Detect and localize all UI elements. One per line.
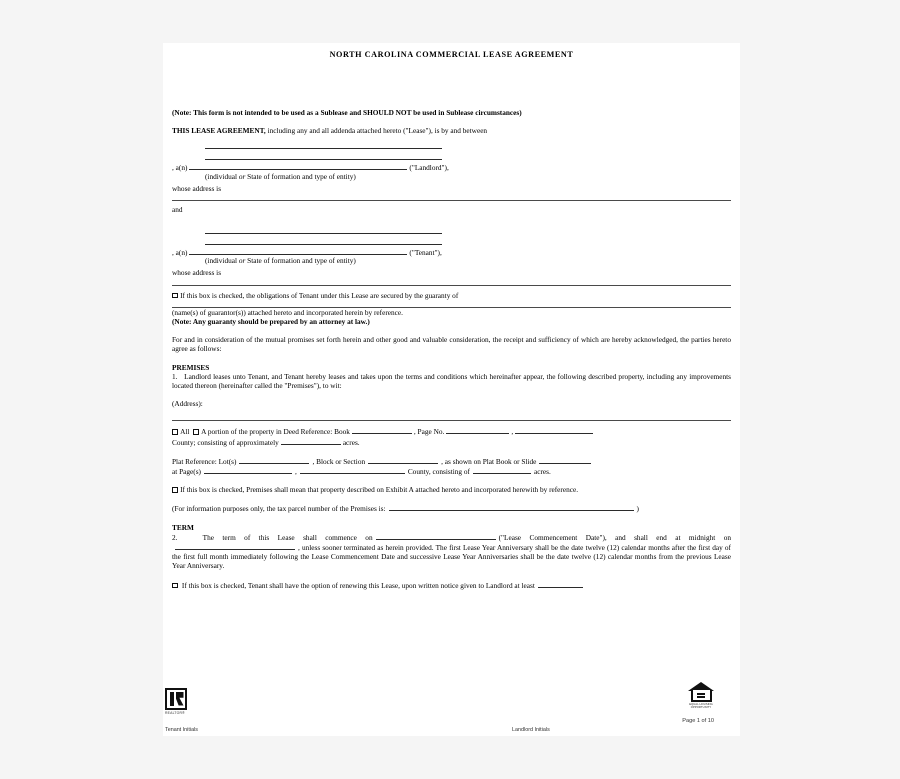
tenant-party-tag: ("Tenant"), xyxy=(409,247,442,257)
plat-ref-label: Plat Reference: Lot(s) xyxy=(172,456,237,466)
premises-paragraph xyxy=(172,372,731,390)
page-title: NORTH CAROLINA COMMERCIAL LEASE AGREEMENT xyxy=(329,50,574,59)
deed-page-blank[interactable] xyxy=(446,426,509,434)
equal-housing-caption-line2: OPPORTUNITY xyxy=(690,706,712,710)
landlord-initials-label[interactable]: Landlord Initials xyxy=(512,727,550,733)
plat-lot-blank[interactable] xyxy=(239,456,309,464)
exhibit-a-label: If this box is checked, Premises shall mean that property described on Exhibit A attached hereto and incorporated herewith by reference. xyxy=(180,485,579,495)
tenant-initials-label[interactable]: Tenant Initials xyxy=(165,727,198,733)
landlord-hint-post: State of formation and type of entity) xyxy=(245,171,356,181)
landlord-address-label: whose address is xyxy=(172,184,222,194)
plat-acres-blank[interactable] xyxy=(473,466,531,474)
guaranty-checkbox[interactable] xyxy=(172,293,178,299)
at-pages-label: at Page(s) xyxy=(172,467,201,477)
deed-comma: , xyxy=(511,427,514,437)
plat-acres-label: acres. xyxy=(533,467,551,477)
page-content xyxy=(172,43,731,736)
acres-label: acres. xyxy=(342,437,360,447)
plat-county-label: County, consisting of xyxy=(407,467,470,477)
guarantor-sub-label: (name(s) of guarantor(s)) attached hereto and incorporated herein by reference. xyxy=(172,307,403,317)
tax-parcel-blank[interactable] xyxy=(389,503,634,511)
plat-county-blank[interactable] xyxy=(300,466,405,474)
county-label: County; consisting of approximately xyxy=(172,437,279,447)
parties-conjunction: and xyxy=(172,205,183,215)
landlord-hint-pre: (individual xyxy=(205,171,239,181)
renewal-label: If this box is checked, Tenant shall have the option of renewing this Lease, upon written notice given to Landlord at least xyxy=(181,580,535,590)
term-text-b: ("Lease Commencement Date"), and shall end at midnight on xyxy=(498,532,731,542)
landlord-party-tag: ("Landlord"), xyxy=(409,163,449,173)
renewal-notice-blank[interactable] xyxy=(538,580,583,588)
deed-book-blank[interactable] xyxy=(352,426,412,434)
term-text-a: The term of this Lease shall commence on xyxy=(202,532,373,542)
plat-pages-row xyxy=(172,466,731,476)
realtor-logo xyxy=(165,688,189,715)
tax-parcel-close: ) xyxy=(636,504,639,514)
realtor-r-icon xyxy=(165,688,187,710)
renewal-option-row xyxy=(172,580,731,590)
tenant-hint-or: or xyxy=(238,255,246,265)
realtor-caption: REALTOR® xyxy=(165,711,185,715)
landlord-an-label: , a(n) xyxy=(172,163,188,173)
tenant-entity-blank[interactable] xyxy=(189,247,407,255)
lease-lead-in-rest: including any and all addenda attached hereto ("Lease"), is by and between xyxy=(265,126,488,136)
equal-housing-house-icon xyxy=(688,682,714,702)
term-paragraph xyxy=(172,532,731,571)
document-page xyxy=(163,43,740,736)
guaranty-checkbox-row[interactable] xyxy=(172,291,731,300)
term-number: 2. xyxy=(172,532,178,542)
all-label: All xyxy=(180,427,190,437)
equals-sign-shape xyxy=(697,692,705,700)
exhibit-a-checkbox[interactable] xyxy=(172,487,178,493)
page-no-label: , Page No. xyxy=(413,427,445,437)
acres-blank[interactable] xyxy=(281,437,341,445)
exhibit-a-row xyxy=(172,485,731,494)
premises-address-label: (Address): xyxy=(172,399,203,409)
premises-number: 1. xyxy=(172,371,178,381)
tax-parcel-row xyxy=(172,503,731,513)
premises-heading: PREMISES xyxy=(172,362,210,372)
tenant-an-label: , a(n) xyxy=(172,247,188,257)
term-text-c: , unless sooner terminated as herein provided. The first Lease Year Anniversary shall be the date twelve (12) calendar months after the first day of the first full month immediately following the Lease Commencement Date and successive Lease Year Anniversaries shall be the date twelve (12) calendar months from the previous Lease Year Anniversary. xyxy=(172,543,731,571)
tenant-hint-pre: (individual xyxy=(205,255,239,265)
tax-parcel-label: (For information purposes only, the tax parcel number of the Premises is: xyxy=(172,504,386,514)
guaranty-checkbox-label: If this box is checked, the obligations of Tenant under this Lease are secured by the guaranty of xyxy=(180,290,459,300)
plat-book-blank[interactable] xyxy=(539,456,591,464)
tenant-hint-post: State of formation and type of entity) xyxy=(245,255,356,265)
landlord-entity-hint xyxy=(172,173,731,182)
landlord-entity-blank[interactable] xyxy=(189,162,407,170)
tenant-address-label: whose address is xyxy=(172,268,222,278)
lease-commencement-blank[interactable] xyxy=(376,532,496,540)
renewal-checkbox[interactable] xyxy=(172,583,178,589)
plat-block-label: , Block or Section xyxy=(312,456,366,466)
deed-county-blank[interactable] xyxy=(515,426,593,434)
sublease-note: (Note: This form is not intended to be used as a Sublease and SHOULD NOT be used in Sublease circumstances) xyxy=(172,108,522,117)
premises-extent-row xyxy=(172,426,731,436)
equal-housing-logo xyxy=(688,682,714,709)
premises-body: Landlord leases unto Tenant, and Tenant hereby leases and takes upon the terms and conditions which hereinafter appear, the following described property, including any improvements located thereon (hereinafter called the "Premises"), to wit: xyxy=(172,371,731,391)
page-footer xyxy=(163,680,722,736)
portion-checkbox[interactable] xyxy=(193,429,199,435)
plat-as-shown-label: , as shown on Plat Book or Slide xyxy=(441,456,537,466)
plat-comma: , xyxy=(294,467,297,477)
plat-block-blank[interactable] xyxy=(368,456,438,464)
all-checkbox[interactable] xyxy=(172,429,178,435)
premises-county-row xyxy=(172,437,731,447)
lease-lead-in xyxy=(172,126,731,135)
landlord-hint-or: or xyxy=(238,171,246,181)
plat-pages-blank[interactable] xyxy=(204,466,292,474)
term-heading: TERM xyxy=(172,522,194,532)
equal-housing-caption-line1: EQUAL HOUSING xyxy=(689,702,713,706)
portion-label: A portion of the property in Deed Reference: Book xyxy=(201,427,350,437)
tenant-entity-hint xyxy=(172,257,731,266)
lease-end-blank[interactable] xyxy=(175,542,295,550)
plat-reference-row xyxy=(172,456,731,466)
page-number: Page 1 of 10 xyxy=(682,718,714,724)
consideration-paragraph: For and in consideration of the mutual promises set forth herein and other good and valuable consideration, the receipt and sufficiency of which are hereby acknowledged, the parties hereto agree as follows: xyxy=(172,335,731,354)
lease-lead-in-bold: THIS LEASE AGREEMENT, xyxy=(172,126,266,136)
guaranty-attorney-note: (Note: Any guaranty should be prepared by an attorney at law.) xyxy=(172,317,370,327)
